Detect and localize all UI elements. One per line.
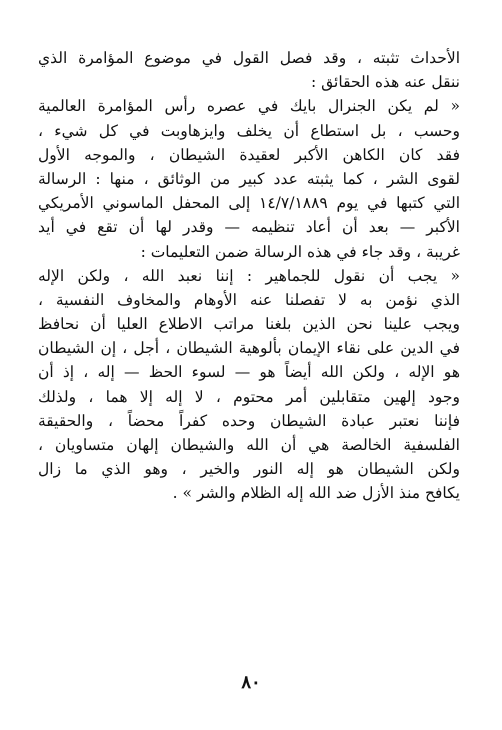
text-line: ننقل عنه هذه الحقائق : — [310, 73, 460, 92]
text-line: يكافح منذ الأزل ضد الله إله الظلام والشر » . — [172, 484, 460, 503]
text-line: وجود إلهين متقابلين أمر محتوم ، لا إله إلا هما ، ولذلك — [38, 387, 460, 406]
text-line: وحسب ، بل استطاع أن يخلف وايزهاوبت في كل شيء ، — [38, 121, 460, 140]
text-line: « لم يكن الجنرال بايك في عصره رأس المؤامرة العالمية — [38, 97, 460, 116]
text-line: ويجب علينا نحن الذين بلغنا مراتب الاطلاع العليا أن نحافظ — [38, 315, 460, 334]
text-line: فإننا نعتبر عبادة الشيطان وحده كفراً محضاً ، والحقيقة — [38, 411, 460, 430]
body-text — [38, 46, 460, 506]
text-line: الفلسفية الخالصة هي أن الله والشيطان إلهان متساويان ، — [38, 436, 460, 454]
text-line: الذي نؤمن به لا تفصلنا عنه الأوهام والمخاوف النفسية ، — [38, 290, 460, 309]
text-line: فقد كان الكاهن الأكبر لعقيدة الشيطان ، والموجه الأول — [38, 145, 460, 164]
text-line: لقوى الشر ، كما يثبته عدد كبير من الوثائق ، منها : الرسالة — [38, 169, 460, 188]
text-line: غريبة ، وقد جاء في هذه الرسالة ضمن التعليمات : — [140, 242, 460, 261]
text-line: « يجب أن نقول للجماهير : إننا نعبد الله ، ولكن الإله — [38, 266, 460, 285]
paragraph-quote-pike — [38, 94, 460, 263]
paragraph-intro — [38, 46, 460, 94]
text-line: ولكن الشيطان هو إله النور والخير ، وهو الذي ما زال — [38, 460, 460, 479]
text-line: الأحداث تثبته ، وقد فصل القول في موضوع المؤامرة الذي — [38, 49, 460, 67]
text-line: في الدين على نقاء الإيمان بألوهية الشيطان ، أجل ، إن الشيطان — [38, 339, 460, 358]
paragraph-quote-letter — [38, 264, 460, 506]
text-line: التي كتبها في يوم ١٤/٧/١٨٨٩ إلى المحفل الماسوني الأمريكي — [38, 194, 460, 213]
text-line: الأكبر — بعد أن أعاد تنظيمه — وقدر لها أن تقع في أيد — [38, 218, 460, 237]
page-number: ٨٠ — [241, 672, 261, 693]
text-line: هو الإله ، ولكن الله أيضاً هو — لسوء الحظ — إله ، إذ أن — [38, 363, 460, 382]
